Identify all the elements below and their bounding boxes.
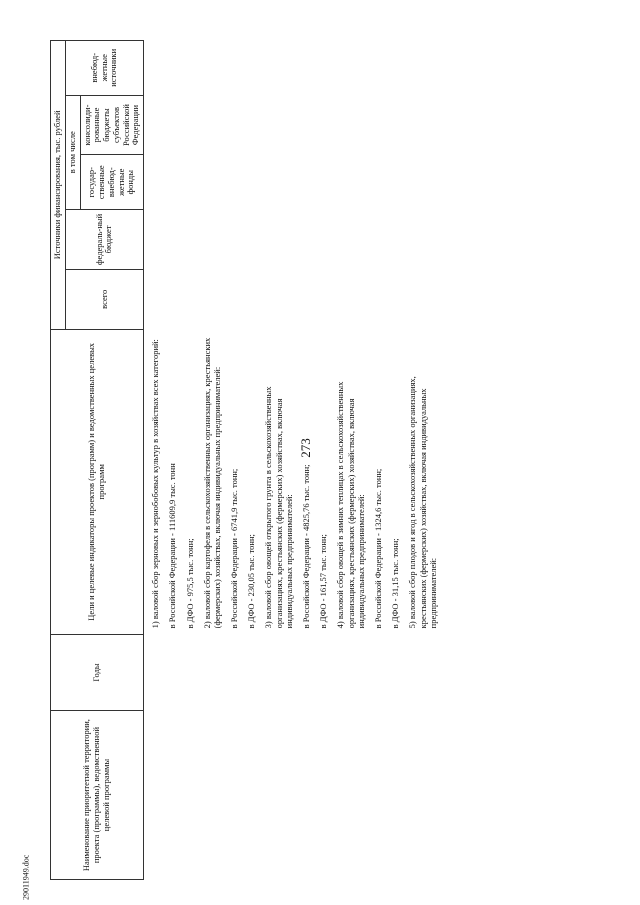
header-incl: в том числе	[65, 95, 80, 209]
header-name: Наименование приоритетной территории, проекта (программы), ведомственной целевой программы	[51, 711, 144, 880]
indicator-line: 2) валовой сбор картофеля в сельскохозяйственных организациях, крестьянских (фермерских) хозяйствах, включая индивидуальных предпринимателей:	[201, 337, 222, 629]
header-extra: внебюд-жетные источники	[65, 41, 143, 96]
indicator-line: 5) валовой сбор плодов и ягод в сельскохозяйственных организациях, крестьянских (фермерских) хозяйствах, включая индивидуальных предпринимателей:	[407, 376, 438, 629]
indicator-line: в Российской Федерации - 6741,9 тыс. тонн;	[229, 468, 240, 629]
indicator-line: в ДФО - 975,5 тыс. тонн;	[184, 538, 195, 629]
header-federal: федераль-ный бюджет	[65, 209, 143, 269]
header-years: Годы	[51, 634, 144, 710]
indicator-line: 3) валовой сбор овощей открытого грунта в сельскохозяйственных организациях, крестьянских (фермерских) хозяйствах, включая индивидуальных предпринимателей:	[263, 386, 294, 629]
page-number: 273	[298, 438, 313, 458]
indicator-line: в Российской Федерации - 1324,6 тыс. тонн;	[372, 468, 383, 629]
header-total: всего	[65, 269, 143, 329]
header-goals: Цели и целевые индикаторы проектов (программ) и ведомственных целевых программ	[51, 329, 144, 634]
indicator-line: 1) валовой сбор зерновых и зернобобовых культур в хозяйствах всех категорий:	[150, 339, 161, 629]
header-state-funds: государ-ственные внебюд-жетные фонды	[80, 155, 144, 209]
indicator-line: 4) валовой сбор овощей в зимних теплицах в сельскохозяйственных организациях, крестьянских (фермерских) хозяйствах, включая индивидуальных предпринимателей:	[335, 381, 366, 629]
header-sources: Источники финансирования, тыс. рублей	[51, 41, 66, 330]
indicator-line: в Российской Федерации - 111609,9 тыс. тонн	[167, 463, 178, 629]
program-table	[50, 40, 445, 880]
indicator-line: в Российской Федерации - 4825,76 тыс. тонн;	[301, 464, 311, 629]
indicator-line: в ДФО - 230,05 тыс. тонн;	[246, 534, 257, 629]
rotated-table-page	[50, 10, 570, 880]
indicator-line: в ДФО - 161,57 тыс. тонн;	[318, 534, 329, 629]
doc-id: 29011949.doc	[21, 854, 31, 900]
indicator-line: в ДФО - 31,15 тыс. тонн;	[390, 538, 401, 629]
header-regional: консолиди-рованные бюджеты субъектов Российской Федерации	[80, 95, 144, 155]
indicators-cell	[144, 329, 445, 634]
